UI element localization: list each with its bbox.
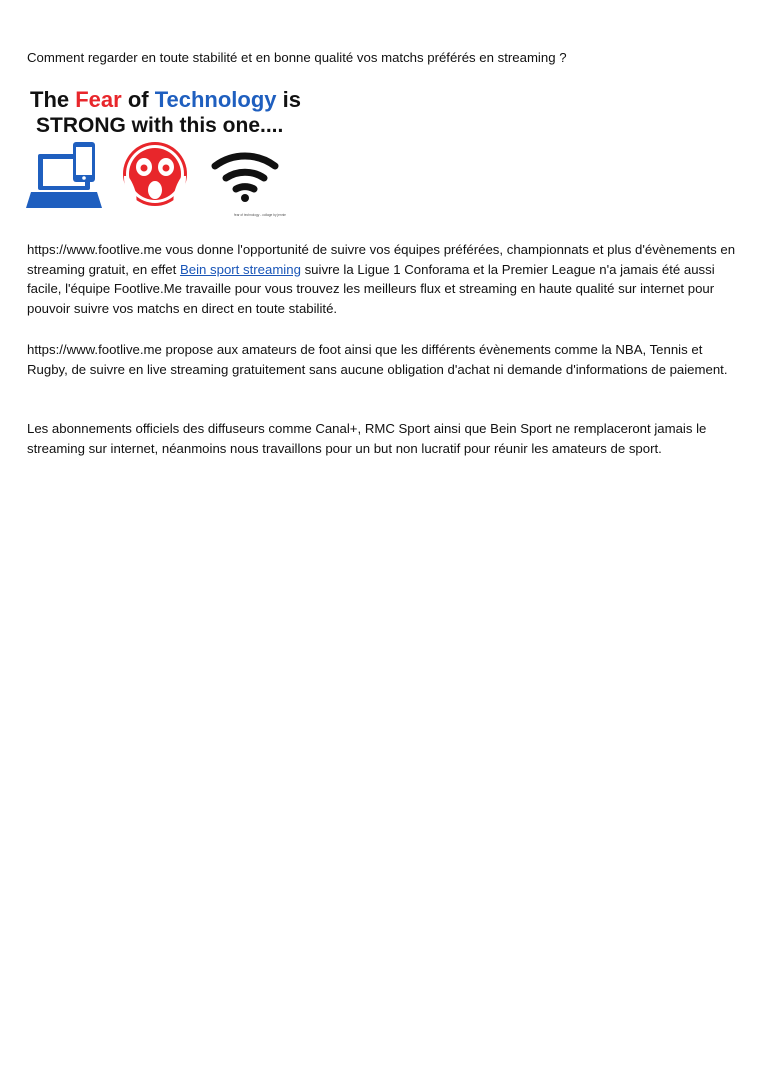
paragraph-footlive-intro: https://www.footlive.me vous donne l'opportunité de suivre vos équipes préférées, championnats et plus d'évènements en streaming gratuit, en effet Bein sport streaming suivre la Ligue 1 Conforama et la Premier League n'a jamais été aussi facile, l'équipe Footlive.Me travaille pour vous trouvez les meilleurs flux et streaming en haute qualité sur internet pour pouvoir suivre vos matchs en direct en toute stabilité. [27, 242, 736, 316]
document-heading: Comment regarder en toute stabilité et en bonne qualité vos matchs préférés en streaming ? [27, 50, 567, 65]
figure-title-line1: The Fear of Technology is [30, 87, 302, 112]
scream-emoji-icon [123, 142, 187, 206]
figure-caption: fear of technology - collage by jennie [234, 213, 286, 217]
bein-sport-streaming-link[interactable]: Bein sport streaming [179, 261, 301, 277]
laptop-phone-icon [26, 142, 102, 208]
paragraph-footlive-offer: https://www.footlive.me propose aux amateurs de foot ainsi que les différents évènements comme la NBA, Tennis et Rugby, de suivre en live streaming gratuitement sans aucune obligation d'achat ni demande d'informations de paiement. [27, 342, 728, 377]
paragraph-official-subscriptions: Les abonnements officiels des diffuseurs comme Canal+, RMC Sport ainsi que Bein Sport ne remplaceront jamais le streaming sur internet, néanmoins nous travaillons pour un but non lucratif pour réunir les amateurs de sport. [27, 421, 707, 456]
fear-of-technology-image [28, 84, 302, 222]
wifi-icon [215, 156, 275, 202]
figure-title-line2: STRONG with this one.... [36, 114, 284, 137]
